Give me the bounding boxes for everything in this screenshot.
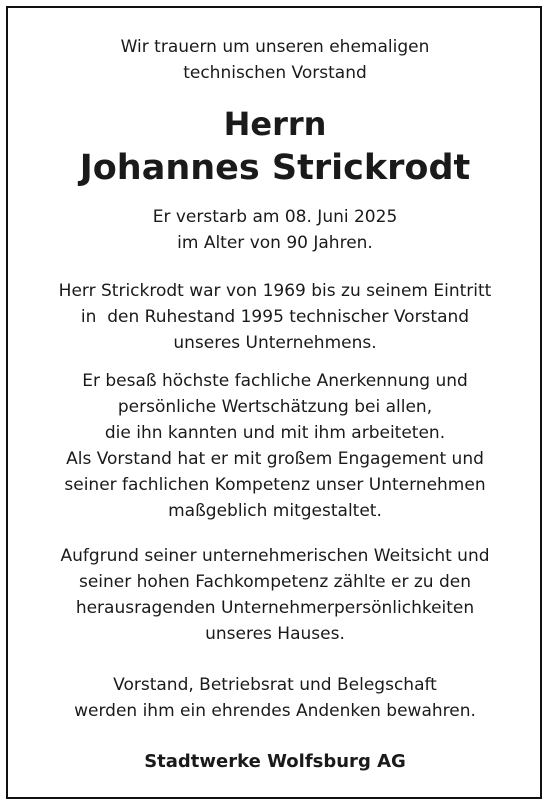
career-paragraph <box>0 278 550 356</box>
paragraph-line: Herr Strickrodt war von 1969 bis zu seinem Eintritt <box>58 281 492 301</box>
paragraph-line: die ihn kannten und mit ihm arbeiteten. <box>104 423 446 443</box>
paragraph-line: Vorstand, Betriebsrat und Belegschaft <box>113 675 437 695</box>
salutation: Herrn <box>223 105 327 143</box>
death-date-line: Er verstarb am 08. Juni 2025 <box>152 207 398 227</box>
paragraph-line: seiner hohen Fachkompetenz zählte er zu den <box>78 572 472 592</box>
paragraph-line: unseres Hauses. <box>205 624 345 644</box>
paragraph-line: werden ihm ein ehrendes Andenken bewahren. <box>74 701 476 721</box>
paragraph-line: Aufgrund seiner unternehmerischen Weitsicht und <box>60 546 490 566</box>
paragraph-line: maßgeblich mitgestaltet. <box>168 501 382 521</box>
paragraph-line: in den Ruhestand 1995 technischer Vorstand <box>80 307 470 327</box>
intro-line: technischen Vorstand <box>183 63 367 83</box>
paragraph-line: seiner fachlichen Kompetenz unser Unternehmen <box>64 475 486 495</box>
paragraph-line: Als Vorstand hat er mit großem Engagement und <box>66 449 484 469</box>
tribute-paragraph <box>0 368 550 524</box>
intro-line: Wir trauern um unseren ehemaligen <box>120 37 430 57</box>
closing-paragraph <box>0 672 550 724</box>
paragraph-line: persönliche Wertschätzung bei allen, <box>117 397 433 417</box>
paragraph-line: unseres Unternehmens. <box>173 333 377 353</box>
paragraph-line: herausragenden Unternehmerpersönlichkeiten <box>75 598 475 618</box>
intro-text <box>0 34 550 86</box>
paragraph-line: Er besaß höchste fachliche Anerkennung und <box>82 371 468 391</box>
death-info <box>0 204 550 256</box>
company-signature: Stadtwerke Wolfsburg AG <box>144 751 406 772</box>
legacy-paragraph <box>0 543 550 647</box>
deceased-name: Johannes Strickrodt <box>79 148 471 188</box>
age-line: im Alter von 90 Jahren. <box>177 233 373 253</box>
